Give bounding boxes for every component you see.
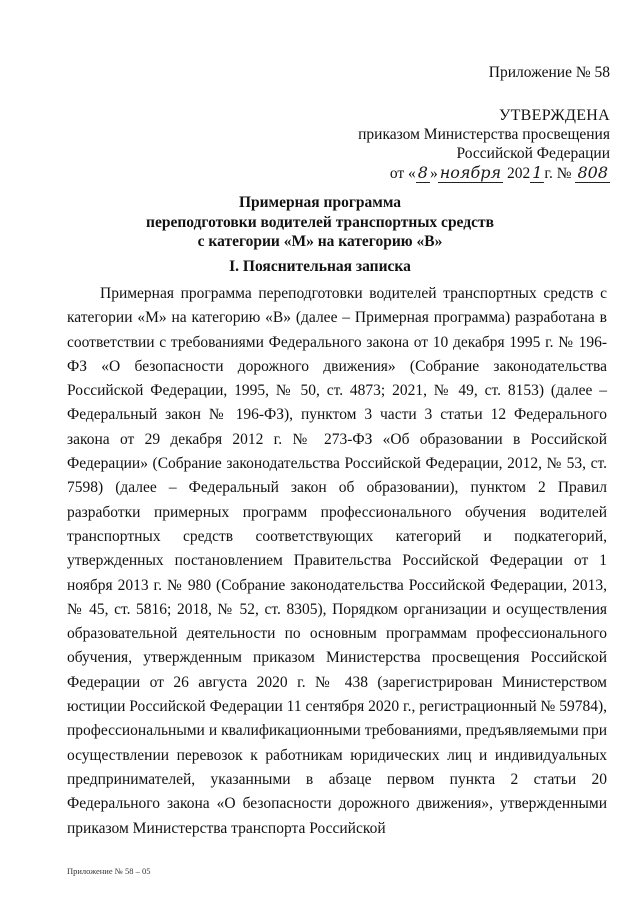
document-title	[0, 193, 640, 252]
handwritten-day: 8	[417, 163, 428, 182]
approved-label: УТВЕРЖДЕНА	[498, 107, 610, 124]
date-mid: »	[429, 165, 438, 182]
order-line-1: приказом Министерства просвещения	[358, 126, 610, 143]
order-date-line	[358, 163, 610, 183]
title-line-1: Примерная программа	[238, 194, 402, 211]
handwritten-order-number: 808	[577, 163, 608, 182]
date-suffix: г. №	[544, 165, 572, 182]
date-prefix: от «	[389, 165, 416, 182]
handwritten-year-digit: 1	[532, 163, 543, 182]
section-heading: I. Пояснительная записка	[229, 258, 411, 275]
title-line-2: переподготовки водителей транспортных средств	[146, 213, 494, 231]
approval-block	[358, 106, 610, 183]
title-line-3: с категории «М» на категорию «В»	[197, 233, 443, 250]
date-year-prefix: 202	[506, 165, 531, 182]
handwritten-month: ноября	[439, 163, 502, 182]
page-footer: Приложение № 58 – 05	[67, 866, 151, 876]
body-paragraph: Примерная программа переподготовки водителей транспортных средств с категории «М» на категорию «В» (далее – Примерная программа) разработана в соответствии с требованиями Федерального закона от 10 декабря 1995 г. № 196-ФЗ «О безопасности дорожного движения» (Собрание законодательства Российской Федерации, 1995, № 50, ст. 4873; 2021, № 49, ст. 8153) (далее – Федеральный закон № 196-ФЗ), пунктом 3 части 3 статьи 12 Федерального закона от 29 декабря 2012 г. № 273-ФЗ «Об образовании в Российской Федерации» (Собрание законодательства Российской Федерации, 2012, № 53, ст. 7598) (далее – Федеральный закон об образовании), пунктом 2 Правил разработки примерных программ профессионального обучения водителей транспортных средств соответствующих категорий и подкатегорий, утвержденных постановлением Правительства Российской Федерации от 1 ноября 2013 г. № 980 (Собрание законодательства Российской Федерации, 2013, № 45, ст. 5816; 2018, № 52, ст. 8305), Порядком организации и осуществления образовательной деятельности по основным программам профессионального обучения, утвержденным приказом Министерства просвещения Российской Федерации от 26 августа 2020 г. № 438 (зарегистрирован Министерством юстиции Российской Федерации 11 сентября 2020 г., регистрационный № 59784), профессиональными и квалификационными требованиями, предъявляемыми при осуществлении перевозок к работникам юридических лиц и индивидуальных предпринимателей, указанными в абзаце первом пункта 2 статьи 20 Федерального закона «О безопасности дорожного движения», утвержденными приказом Министерства транспорта Российской	[67, 285, 607, 837]
appendix-label: Приложение № 58	[488, 64, 610, 81]
order-line-2: Российской Федерации	[456, 145, 610, 162]
